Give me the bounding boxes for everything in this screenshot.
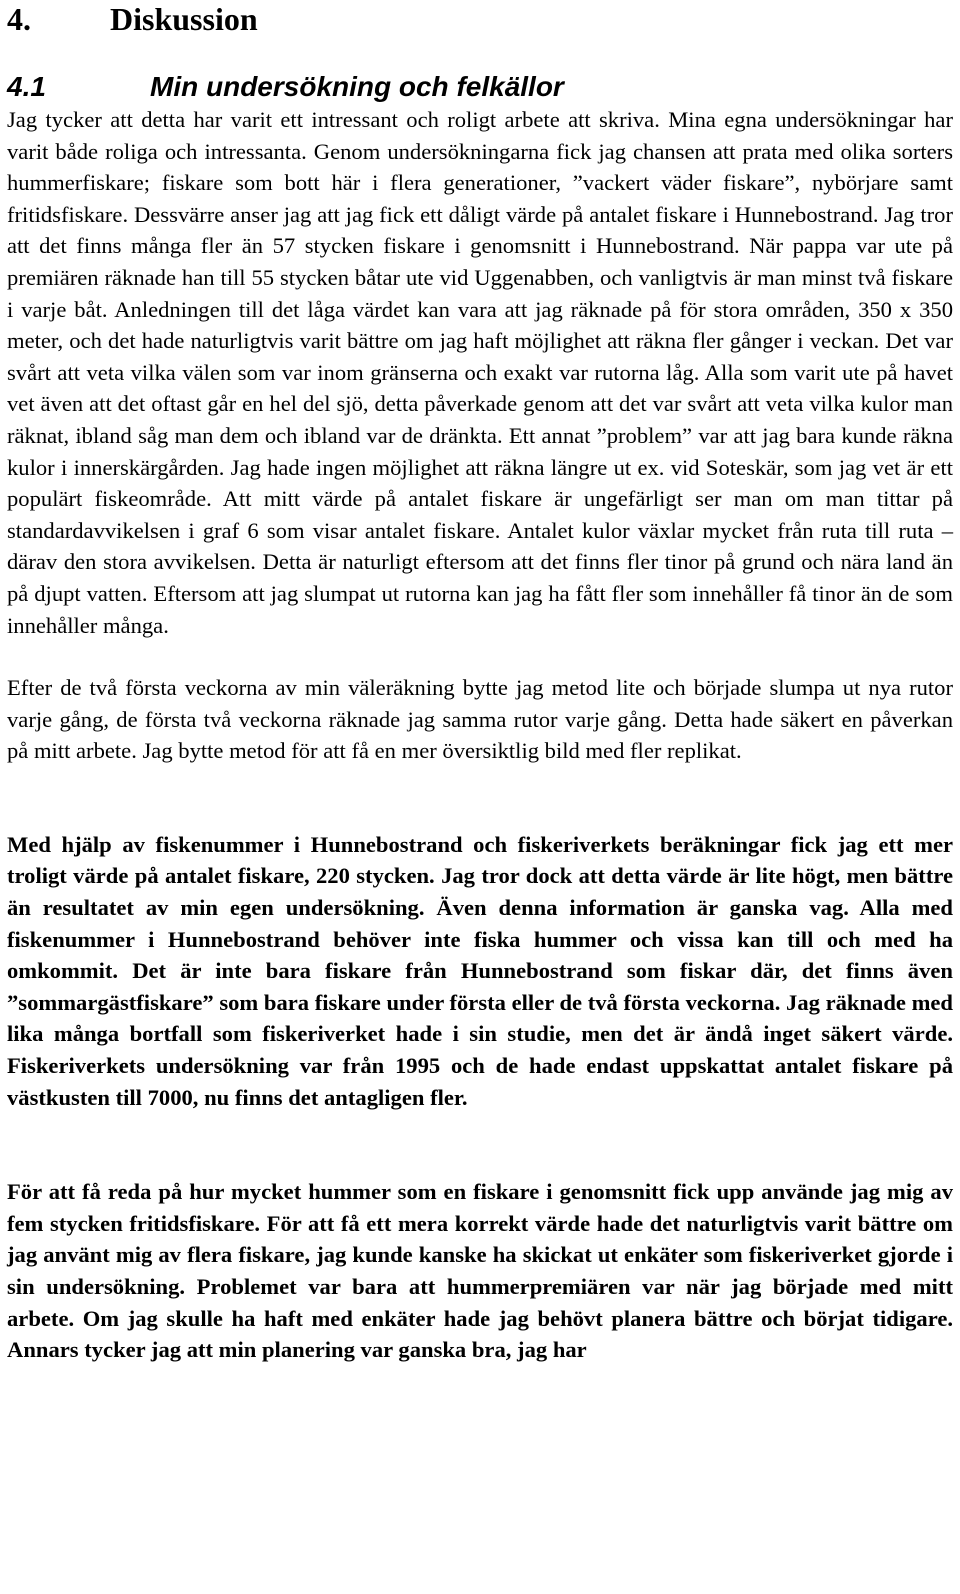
chapter-heading: [7, 0, 953, 38]
section-title: Min undersökning och felkällor: [150, 71, 564, 102]
paragraph-own-survey: Jag tycker att detta har varit ett intressant och roligt arbete att skriva. Mina egna undersökningar har varit både roliga och intressanta. Genom undersökningarna fick jag chansen att prata med olika sorters hummerfiskare; fiskare som bott här i flera generationer, ”vackert väder fiskare”, nybörjare samt fritidsfiskare. Dessvärre anser jag att jag fick ett dåligt värde på antalet fiskare i Hunnebostrand. Jag tror att det finns många fler än 57 stycken fiskare i genomsnitt i Hunnebostrand. När pappa var ute på premiären räknade han till 55 stycken båtar ute vid Uggenabben, och vanligtvis är man minst två fiskare i varje båt. Anledningen till det låga värdet kan vara att jag räknade på för stora områden, 350 x 350 meter, och det hade naturligtvis varit bättre om jag haft möjlighet att räkna fler gånger i veckan. Det var svårt att veta vilka välen som var inom gränserna och exakt var rutorna låg. Alla som varit ute på havet vet även att det oftast går en hel del sjö, detta påverkade genom att det var svårt att veta vilka kulor man räknat, ibland såg man dem och ibland var de dränkta. Ett annat ”problem” var att jag bara kunde räkna kulor i innerskärgården. Jag hade ingen möjlighet att räkna längre ut ex. vid Soteskär, som jag vet är ett populärt fiskeområde. Att mitt värde på antalet fiskare är ungefärligt ser man om man tittar på standardavvikelsen i graf 6 som visar antalet fiskare. Antalet kulor växlar mycket från ruta till ruta – därav den stora avvikelsen. Detta är naturligt eftersom att det finns fler tinor på grund och nära land än på djupt vatten. Eftersom att jag slumpat ut rutorna kan jag ha fått fler som innehåller få tinor än de som innehåller många.: [7, 107, 953, 638]
paragraph-fisher-estimate: Med hjälp av fiskenummer i Hunnebostrand och fiskeriverkets beräkningar fick jag ett mer troligt värde på antalet fiskare, 220 stycken. Jag tror dock att detta värde är lite högt, men bättre än resultatet av min egen undersökning. Även denna information är ganska vag. Alla med fiskenummer i Hunnebostrand behöver inte fiska hummer och vissa kan till och med ha omkommit. Det är inte bara fiskare från Hunnebostrand som fiskar där, det finns även ”sommargästfiskare” som bara fiskare under första eller de två första veckorna. Jag räknade med lika många bortfall som fiskeriverket hade i sin studie, men det är ändå inget säkert värde. Fiskeriverkets undersökning var från 1995 och de hade endast uppskattat antalet fiskare på västkusten till 7000, nu finns det antagligen fler.: [7, 831, 953, 1110]
paragraph-spacer: [7, 1113, 953, 1176]
chapter-number: 4.: [7, 1, 31, 37]
paragraph-method-change: Efter de två första veckorna av min väleräkning bytte jag metod lite och började slumpa ut nya rutor varje gång, de första två veckorna räknade jag samma rutor varje gång. Detta hade säkert en påverkan på mitt arbete. Jag bytte metod för att få en mer översiktlig bild med fler replikat.: [7, 675, 953, 764]
paragraph-average-catch: För att få reda på hur mycket hummer som en fiskare i genomsnitt fick upp använde jag mig av fem stycken fritidsfiskare. För att få ett mera korrekt värde hade det naturligtvis varit bättre om jag använt mig av flera fiskare, jag kunde kanske ha skickat ut enkäter som fiskeriverket gjorde i sin undersökning. Problemet var bara att hummerpremiären var när jag började med mitt arbete. Om jag skulle ha haft med enkäter hade jag behövt planera bättre och börjat tidigare. Annars tycker jag att min planering var ganska bra, jag har: [7, 1179, 953, 1363]
paragraph-spacer: [7, 641, 953, 672]
document-page: [7, 0, 953, 1366]
chapter-title: Diskussion: [110, 1, 258, 37]
section-number: 4.1: [7, 71, 46, 102]
paragraph-spacer: [7, 767, 953, 798]
section-heading: [7, 70, 953, 104]
paragraph-spacer: [7, 798, 953, 829]
